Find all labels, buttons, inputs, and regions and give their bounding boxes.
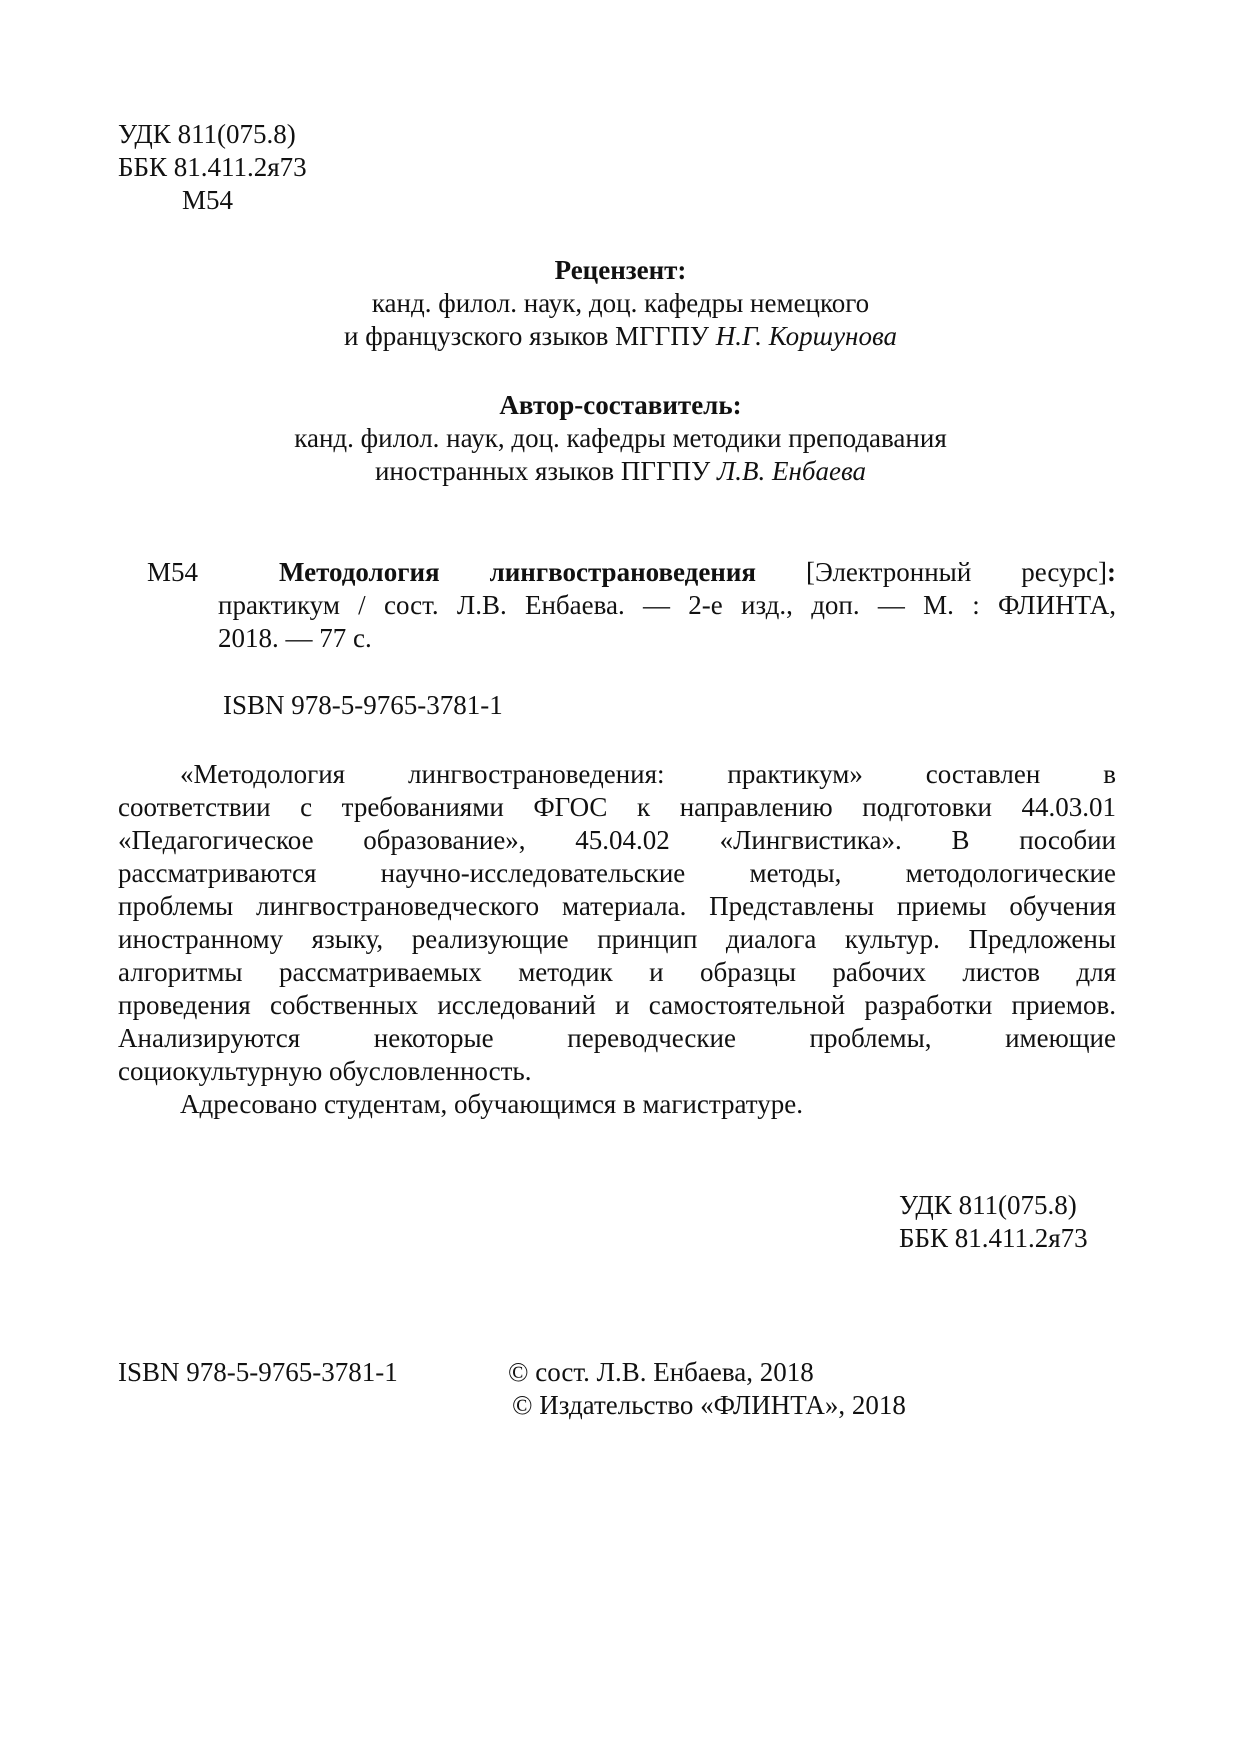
- annotation-audience: Адресовано студентам, обучающимся в магистратуре.: [180, 1089, 803, 1119]
- udk-code: УДК 811(075.8): [118, 119, 296, 149]
- copyright-block: [508, 1356, 906, 1422]
- annotation-line: иностранному языку, реализующие принцип диалога культур. Предложены: [118, 924, 1116, 954]
- annotation-line: «Методология лингвострановедения: практикум» составлен в: [180, 759, 1116, 789]
- reviewer-block: [0, 254, 1241, 353]
- compiler-heading: Автор-составитель:: [499, 390, 742, 420]
- author-mark: М54: [182, 185, 234, 215]
- book-title: Методология лингвострановедения: [279, 557, 757, 587]
- udk-code: УДК 811(075.8): [899, 1190, 1077, 1220]
- bibliographic-entry: [218, 556, 1116, 655]
- footer-isbn: ISBN 978-5-9765-3781-1: [118, 1357, 398, 1387]
- copyright-publisher: © Издательство «ФЛИНТА», 2018: [512, 1390, 906, 1420]
- classification-block-bottom: [899, 1189, 1088, 1255]
- classification-block-top: [118, 118, 307, 217]
- reviewer-affiliation: и французского языков МГГПУ: [344, 321, 716, 351]
- bbk-code: ББК 81.411.2я73: [118, 152, 307, 182]
- copyright-compiler: © сост. Л.В. Енбаева, 2018: [508, 1357, 814, 1387]
- annotation-line: рассматриваются научно-исследовательские методы, методологические: [118, 858, 1116, 888]
- reviewer-line-2: [0, 320, 1241, 353]
- annotation: [118, 758, 1116, 1121]
- resource-type: [Электронный ресурс]: [756, 557, 1107, 587]
- annotation-line: алгоритмы рассматриваемых методик и образцы рабочих листов для: [118, 957, 1116, 987]
- annotation-line: Анализируются некоторые переводческие проблемы, имеющие: [118, 1023, 1116, 1053]
- bibliographic-line-2: практикум / сост. Л.В. Енбаева. — 2-е изд., доп. — М. : ФЛИНТА,: [218, 590, 1116, 620]
- annotation-line: «Педагогическое образование», 45.04.02 «Лингвистика». В пособии: [118, 825, 1116, 855]
- bbk-code: ББК 81.411.2я73: [899, 1223, 1088, 1253]
- compiler-name: Л.В. Енбаева: [717, 456, 867, 486]
- annotation-line: социокультурную обусловленность.: [118, 1056, 532, 1086]
- title-colon: :: [1106, 557, 1116, 587]
- compiler-line-1: канд. филол. наук, доц. кафедры методики преподавания: [294, 423, 947, 453]
- compiler-affiliation: иностранных языков ПГГПУ: [374, 456, 717, 486]
- compiler-block: [0, 389, 1241, 488]
- annotation-line: проблемы лингвострановедческого материала. Представлены приемы обучения: [118, 891, 1116, 921]
- annotation-line: проведения собственных исследований и самостоятельной разработки приемов.: [118, 990, 1116, 1020]
- compiler-line-2: [0, 455, 1241, 488]
- annotation-line: соответствии с требованиями ФГОС к направлению подготовки 44.03.01: [118, 792, 1116, 822]
- reviewer-line-1: канд. филол. наук, доц. кафедры немецкого: [371, 288, 870, 318]
- bibliographic-code: М54: [147, 557, 199, 587]
- bibliographic-line-3: 2018. — 77 с.: [218, 623, 372, 653]
- bibliographic-isbn: ISBN 978-5-9765-3781-1: [223, 690, 503, 720]
- bibliographic-title-line: [218, 556, 1116, 589]
- reviewer-heading: Рецензент:: [554, 255, 687, 285]
- reviewer-name: Н.Г. Коршунова: [715, 321, 897, 351]
